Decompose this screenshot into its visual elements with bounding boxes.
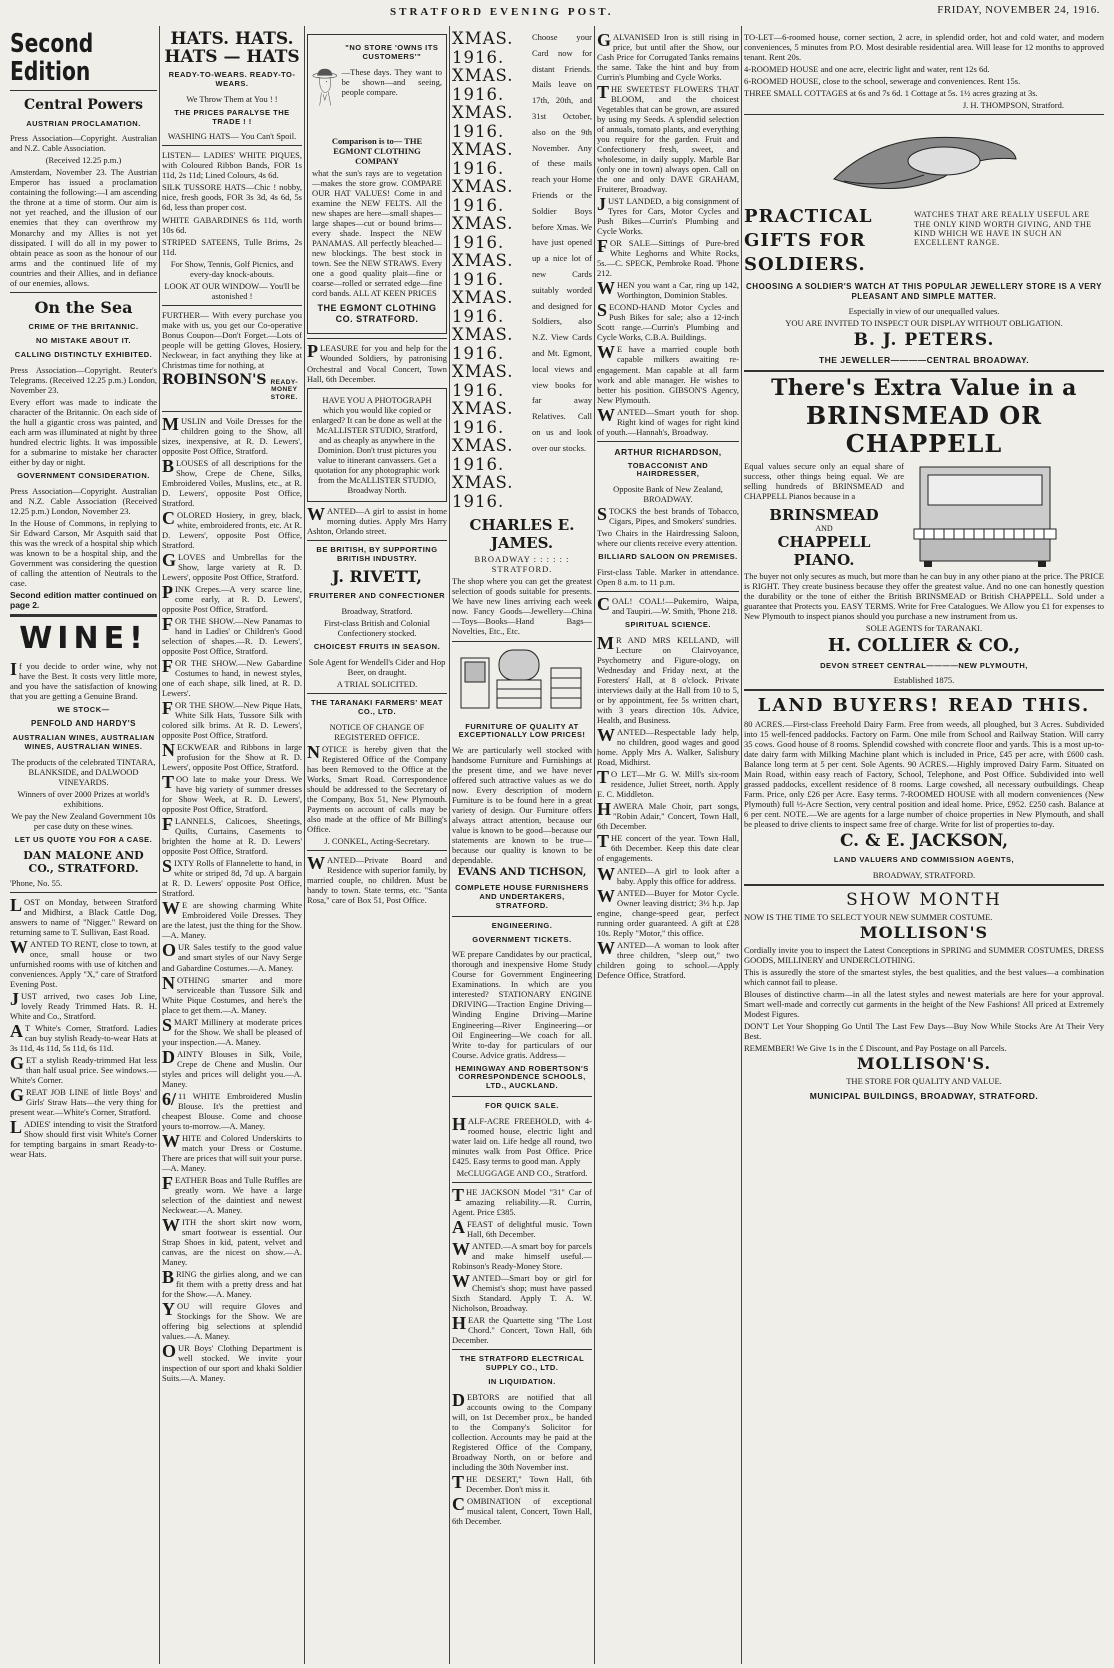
half-acre-ad: HALF-ACRE FREEHOLD, with 4-roomed house, electric light and water laid on. Life hedge all round, two minutes walk from Post Office. Price £425. Easy terms to good man. Apply bbox=[452, 1113, 592, 1166]
car-ad: WHEN you want a Car, ring up 142, Worthington, Dominion Stables. bbox=[597, 278, 739, 301]
wanted-chemist-ad: WANTED—Smart boy or girl for Chemist's shop; must have passed Sixth Standard. Apply T. A. W. Nicholson, Broadway. bbox=[452, 1271, 592, 1314]
classified-ad: FOR THE SHOW.—New Panamas to hand in Ladies' or Children's Good selection of shapes.—R. D. Lewers', opposite Post Office, Stratford. bbox=[162, 613, 302, 657]
piano-illustration bbox=[910, 459, 1060, 569]
issue-date: FRIDAY, NOVEMBER 24, 1916. bbox=[937, 4, 1100, 16]
classified-ad: WE are showing charming White Embroidered Voile Dresses. They are the latest, just the thing for the Show.—A. Maney. bbox=[162, 898, 302, 941]
invited: YOU ARE INVITED TO INSPECT OUR DISPLAY WITHOUT OBLIGATION. bbox=[785, 318, 1063, 328]
notice-change: NOTICE OF CHANGE OF REGISTERED OFFICE. bbox=[329, 721, 425, 742]
xmas-line: XMAS. 1916. bbox=[452, 177, 514, 215]
dan-malone: DAN MALONE AND CO., STRATFORD. bbox=[23, 848, 144, 875]
billiard-saloon: BILLIARD SALOON ON PREMISES. bbox=[598, 552, 738, 562]
classified-ad: BLOUSES of all descriptions for the Show, Crepe de Chene, Silks, Embroidered Voiles, Muslins, etc., at R. D. Lewers', opposite Post Office, Stratford. bbox=[162, 455, 302, 508]
xmas-list bbox=[452, 30, 528, 511]
ce-jackson: C. & E. JACKSON, bbox=[839, 830, 1009, 851]
married-couple-ad: WE have a married couple both capable milkers awaiting re-engagement. Man capable at all farm work and able manager. He wishes to better his position. GIBSON'S Agency, New Plymouth. bbox=[597, 342, 739, 405]
column-1 bbox=[10, 30, 157, 1664]
concert-ad: THE concert of the year. Town Hall, 6th December. Keep this date clear of engagements. bbox=[597, 831, 739, 864]
remember: REMEMBER! We Give 1s in the £ Discount, and Pay Postage on all Parcels. bbox=[744, 1042, 1007, 1053]
james-address: BROADWAY : : : : : : STRATFORD. bbox=[474, 554, 570, 575]
liquidation: IN LIQUIDATION. bbox=[488, 1376, 556, 1386]
wanted-boy-ad: WANTED.—A smart boy for parcels and make himself useful.—Robinson's Ready-Money Store. bbox=[452, 1239, 592, 1272]
classified-list bbox=[162, 413, 302, 1384]
column-3 bbox=[307, 30, 447, 1664]
especially: Especially in view of our unequalled values. bbox=[848, 305, 1000, 316]
thompson: J. H. THOMPSON, Stratford. bbox=[962, 100, 1064, 111]
classified-ad: OUR Sales testify to the good value and smart styles of our Navy Serge and Gabardine Costumes.—A. Maney. bbox=[162, 940, 302, 973]
cottages: THREE SMALL COTTAGES at 6s and 7s 6d. 1 Cottage at 5s. 1½ acres grazing at 3s. bbox=[744, 88, 1038, 99]
washing-hats: WASHING HATS— You Can't Spoil. bbox=[167, 131, 297, 142]
electrical-supply: THE STRATFORD ELECTRICAL SUPPLY CO., LTD. bbox=[459, 1354, 585, 1373]
job-line-ad: JUST arrived, two cases Job Line, lovely Ready Trimmed Hats. R. H. White and Co., Stratford. bbox=[10, 988, 157, 1021]
throw-them: We Throw Them at You ! ! bbox=[186, 93, 278, 104]
for-show: For Show, Tennis, Golf Picnics, and every-day knock-abouts. bbox=[170, 258, 294, 279]
cordially: Cordially invite you to inspect the Latest Conceptions in SPRING and SUMMER COSTUMES, DRESS GOODS, MILLINERY and UNDERCLOTHING. bbox=[744, 944, 1104, 965]
classified-ad: OUR Boys' Clothing Department is well stocked. We invite your inspection of our sport and khaki Soldier Suits.—A. Maney. bbox=[162, 1341, 302, 1384]
wine-text: If you decide to order wine, why not have the Best. It costs very little more, and you have the satisfaction of knowing that you are getting a Genuine Brand. bbox=[10, 658, 157, 701]
smart-youth-ad: WANTED—Smart youth for shop. Right kind of wages for right kind of youth.—Hannah's, Broadway. bbox=[597, 404, 739, 437]
gabardines: WHITE GABARDINES 6s 11d, worth 10s 6d. bbox=[162, 214, 302, 235]
six-roomed: 6-ROOMED HOUSE, close to the school, sewerage and conveniences. Rent 15s. bbox=[744, 76, 1021, 87]
classified-ad: COLORED Hosiery, in grey, black, white, embroidered fronts, etc. At R. D. Lewers', opposite Post Office, Stratford. bbox=[162, 507, 302, 550]
great-job-line-ad: GREAT JOB LINE of little Boys' and Girls' Straw Hats—the very thing for present wear.—White's Corner, Stratford. bbox=[10, 1084, 157, 1117]
to-let-house: TO-LET—6-roomed house, corner section, 2 acre, in splendid order, hot and cold water, and modern conveniences, 5 minutes from P.O. Most desirable residential area. Will lease for 12 months to approved tenant. Rent 20s. bbox=[744, 32, 1104, 63]
kelland-ad: MR AND MRS KELLAND, will Lecture on Clairvoyance, Psychometry and Figure-ology, on Wednesday and Friday next, at the Foresters' Hall, at 8 o'clock. Private interviews daily at the Hall from 10 to 5, or by appointment, fee 5s written chart, with 3 years direction 10s. Advice, Health, and Business. bbox=[597, 633, 739, 726]
austrian-story: Amsterdam, November 23. The Austrian Emperor has issued a proclamation containing the following:—I am ascending the throne at a time of storm. Our aim is not yet reached, and the illusion of our enemies that they can overthrow my Monarchy and my Allies is not yet dissipated. I will do all in my power to obtain peace as soon as the honour of our arms and the continued life of my countries and their Allies, and in defiance of our enemies, allows. bbox=[10, 167, 157, 288]
devon-street: DEVON STREET CENTRAL————NEW PLYMOUTH, bbox=[820, 660, 1028, 670]
white-piques: LISTEN— LADIES' WHITE PIQUES, with Coloured Ribbon Bands, FOR 1s 11d, 2s 11d; Lined Colours, 4s 6d. bbox=[162, 150, 302, 181]
flowers-ad: THE SWEETEST FLOWERS THAT BLOOM, and the choicest Vegetables that can be grown, are assured by using my Seeds. A splendid selection of annuals, tomato plants, and everything you require for the garden. Fruit and Confectionery fresh, sweet, and wholesome, in daily supply. Marble Bar (only one in town) always open. Call on the one and only DAVE GRAHAM, Fruiterer, Broadway. bbox=[597, 82, 739, 195]
summer-costume: NOW IS THE TIME TO SELECT YOUR NEW SUMMER COSTUME. bbox=[744, 911, 993, 922]
xmas-line: XMAS. 1916. bbox=[452, 473, 514, 511]
xmas-line: XMAS. 1916. bbox=[452, 140, 514, 178]
xmas-text: Choose your Card now for distant Friends. Mails leave on 17th, 20th, and 31st October, also on the 9th November. Any of these mails reach your Home Friends or the Soldier Boys before Xmas. We have just opened up a nice lot of new Cards suitably worded and designed for Soldiers, also N.Z. View Cards and Mt. Egmont, local views and view books for far away Relatives. Call on us and look over our stocks. bbox=[532, 32, 592, 453]
classified-ad: WHITE and Colored Underskirts to match your Dress or Costume. There are prices that will suit your purse.—A. Maney. bbox=[162, 1130, 302, 1173]
second-edition-heading: Second Edition bbox=[10, 30, 94, 87]
silk-tussore: SILK TUSSORE HATS—Chic ! nobby, nice, fresh goods, FOR 3s 3d, 4s 6d, 5s 6d, less than proper cost. bbox=[162, 182, 302, 213]
photograph-ad bbox=[307, 388, 447, 502]
motor-cycles-ad: SECOND-HAND Motor Cycles and Push Bikes for sale; also a 12-inch Scott range.—Currin's Plumbing and Cycle Works, C.B.A. Buildings. bbox=[597, 300, 739, 343]
furniture-text: We are particularly well stocked with handsome Furniture and Furnishings at the present time, and we have never offered such attractive values as we do now. Every description of modern Furniture is to be found here in a great variety of design. Our Furniture offers always attract attention, because our value is known to be good—because our statements are known to be true—because our quality is known to be dependable. bbox=[452, 745, 592, 866]
xmas-line: XMAS. 1916. bbox=[452, 436, 514, 474]
jackson-car-ad: THE JACKSON Model "31" Car of amazing reliability.—R. Currin, Agent. Price £385. bbox=[452, 1185, 592, 1218]
brinsmead-name: BRINSMEAD bbox=[769, 505, 879, 524]
pleasure-ad: PLEASURE for you and help for the Wounded Soldiers, by patronising Orchestral and Vocal Concert, Town Hall, 6th December. bbox=[307, 341, 447, 384]
calling-subhead: CALLING DISTINCTLY EXHIBITED. bbox=[14, 350, 153, 360]
spiritual-science: SPIRITUAL SCIENCE. bbox=[625, 620, 711, 630]
mccluggage: McCLUGGAGE AND CO., Stratford. bbox=[456, 1168, 588, 1179]
masthead bbox=[0, 0, 1114, 24]
australian-wines: AUSTRALIAN WINES, AUSTRALIAN WINES, AUSTRALIAN WINES. bbox=[12, 732, 155, 751]
rivett-address: Broadway, Stratford. bbox=[341, 606, 413, 617]
govt-tickets: GOVERNMENT TICKETS. bbox=[472, 934, 572, 944]
evans-tichson: EVANS AND TICHSON, bbox=[457, 867, 587, 879]
look-window: LOOK AT OUR WINDOW— You'll be astonished ! bbox=[164, 280, 300, 301]
rivett: J. RIVETT, bbox=[332, 567, 422, 587]
wine-heading: WINE! bbox=[19, 621, 148, 657]
continued-note: Second edition matter continued on page 2. bbox=[10, 590, 157, 611]
municipal-buildings: MUNICIPAL BUILDINGS, BROADWAY, STRATFORD. bbox=[809, 1090, 1039, 1101]
xmas-line: XMAS. 1916. bbox=[452, 66, 514, 104]
classified-ad: NOTHING smarter and more serviceable than Tussore Silk and White Pique Costumes, and here's the place to get them.—A. Maney. bbox=[162, 972, 302, 1015]
tobacconist: TOBACCONIST AND HAIRDRESSER, bbox=[627, 460, 709, 479]
photo-text: HAVE YOU A PHOTOGRAPH which you would like copied or enlarged? It can be done as well at the McALLISTER STUDIO, Stratford, and as cheaply as anywhere in the Dominion. Don't trust pictures you value to itinerant canvassers. Get a quotation for any photographic work from the McALLISTER STUDIO, Broadway North. bbox=[312, 394, 442, 495]
britannic-subhead: CRIME OF THE BRITANNIC. bbox=[28, 322, 139, 332]
classified-ad: FOR THE SHOW.—New Pique Hats, White Silk Hats, Tussore Silk with colored silk brims. At R. D. Lewers', opposite Post Office, Stratford. bbox=[162, 698, 302, 741]
mollisons-footer: MOLLISON'S. bbox=[856, 1053, 992, 1073]
bj-peters: B. J. PETERS. bbox=[853, 330, 995, 351]
choicest-fruits: CHOICEST FRUITS IN SEASON. bbox=[313, 642, 441, 652]
classified-ad: FOR THE SHOW.—New Gabardine Costumes to hand, in newest styles, one of each shape, silk lined, at R. D. Lewers'. bbox=[162, 656, 302, 699]
fruiterer: FRUITERER AND CONFECTIONER bbox=[308, 591, 446, 601]
tyres-ad: JUST LANDED, a big consignment of Tyres for Cars, Motor Cycles and Push Bikes—Currin's Plumbing and Cycle Works. bbox=[597, 194, 739, 237]
xmas-line: XMAS. 1916. bbox=[452, 325, 514, 363]
prices-paralyse: THE PRICES PARALYSE THE TRADE ! ! bbox=[174, 107, 290, 126]
motor-cycle-buyer-ad: WANTED—Buyer for Motor Cycle. Owner leaving district; 3½ h.p. Jap engine, change-speed gear, perfect running order guaranteed. A gift at £28 10s. Reply "Motor," this office. bbox=[597, 885, 739, 938]
these-days: —These days. They want to be shown—and seeing, people compare. bbox=[341, 66, 442, 97]
land-text: 80 ACRES.—First-class Freehold Dairy Farm. Free from weeds, all ploughed, but 3 Acres. Subdivided into 15 well-fenced paddocks. Factory on Farm. One mile from School and Railway Station. Will carry 35 cows. Good house of 8 rooms. Splendid cowshed with concrete floor and yards. This is a most up-to-date dairy farm with Milking Machine plant which is included in Price, £45 per acre, with £600 cash. Balance long term at 5 per cent. Sole Agents. 90 ACRES.—Highly improved Dairy Farm. Situated on Main Road, within easy reach of Factory, School, Telephone, and Post Office. Subdivided into well grassed paddocks, excellent residence of 8 rooms. Large cowshed, all necessary outbuildings. Cheap Farm. Price, only £26 per Acre. Easy terms. 7-ROOMED HOUSE with all modern conveniences (New Plymouth) full ½-Acre Section, very central position and ideal home. Price, £952. £250 cash. Balance at 6 per cent. NOTE.—We are agents for a large number of choice properties in New Plymouth, and shall be pleased to drive clients to inspect same free of charge. Write for list of properties to-day. bbox=[744, 718, 1104, 829]
column-5 bbox=[597, 30, 739, 1664]
choosing-watch: CHOOSING A SOLDIER'S WATCH AT THIS POPULAR JEWELLERY STORE IS A VERY PLEASANT AND SIMPLE MATTER. bbox=[746, 282, 1102, 301]
classified-ad: FLANNELS, Calicoes, Sheetings, Quilts, Curtains, Casements to brighten the home at R. D. Lewers' opposite Post Office, Stratford. bbox=[162, 814, 302, 857]
classified-ad: NECKWEAR and Ribbons in large profusion for the Show at R. D. Lewers', opposite Post Office, Stratford. bbox=[162, 740, 302, 773]
furniture-illustration bbox=[457, 646, 587, 718]
piano-word: PIANO. bbox=[793, 550, 855, 569]
hawera-choir-ad: HAWERA Male Choir, part songs, "Robin Adair," Concert, Town Hall, 6th December. bbox=[597, 799, 739, 832]
cider: Sole Agent for Wendell's Cider and Hop Beer, on draught. bbox=[308, 657, 446, 678]
show-month: SHOW MONTH bbox=[846, 889, 1002, 910]
column-4 bbox=[452, 30, 592, 1664]
further-bonus: FURTHER— With every purchase you make with us, you get our Co-operative Bonus Coupon—Don't Forget.—Lots of people will be getting Gloves, Hosiery, Neckwear, in fact anything they like at Christmas time for nothing, at bbox=[162, 309, 302, 370]
xmas-line: XMAS. 1916. bbox=[452, 362, 514, 400]
assuredly: This is assuredly the store of the smartest styles, the best qualities, and the best values—a combination which cannot fail to please. bbox=[744, 966, 1104, 987]
chappell-name: CHAPPELL bbox=[777, 532, 871, 551]
wanted-lady-help-ad: WANTED—Respectable lady help, no children, good wages and good home. Apply Mrs A. Walker, Salisbury Road, Midhirst. bbox=[597, 725, 739, 768]
pocket-watch-illustration bbox=[824, 119, 1024, 201]
central-powers-heading: Central Powers bbox=[23, 97, 144, 113]
classified-ad: DAINTY Blouses in Silk, Voile, Crepe de Chene and Muslin. Our styles and prices will delight you.—A. Maney. bbox=[162, 1046, 302, 1089]
mollisons-heading: MOLLISON'S bbox=[859, 922, 989, 942]
get-hat-ad: GET a stylish Ready-trimmed Hat less than half usual price. See windows.—White's Corner. bbox=[10, 1052, 157, 1085]
on-the-sea-heading: On the Sea bbox=[34, 297, 133, 317]
charles-james: CHARLES E. JAMES. bbox=[469, 516, 575, 552]
classified-ad: TOO late to make your Dress. We have big variety of summer dresses for Show Week, at R. D. Lewers', opposite Post Office, Stratford. bbox=[162, 772, 302, 815]
arthur-richardson: ARTHUR RICHARDSON, bbox=[614, 446, 722, 457]
engineering-text: WE prepare Candidates by our practical, thorough and inexpensive Home Study Course for Government Engineering Examinations. In which are you interested? STATIONARY ENGINE DRIVING—Traction Engine Driving—Winding Engine Driving—Marine Engineering—River Engineering—or Oil Engineering—We coach for all. Write to-day for particulars of our Course. Advice gratis. Address— bbox=[452, 949, 592, 1060]
reuters-credit: Press Association—Copyright. Reuter's Telegrams. (Received 12.25 p.m.) London, November 23. bbox=[10, 365, 157, 396]
commons-story: In the House of Commons, in replying to Sir Edward Carson, Mr Asquith said that this was the wreck of a hospital ship which was known to be a hospital ship, and the Government was considering the question of calling the attention of Neutrals to the case. bbox=[10, 518, 157, 589]
equal-values: Equal values secure only an equal share of success, other things being equal. We are selling hundreds of BRINSMEAD and CHAPPELL Pianos because in a bbox=[744, 460, 904, 501]
wanted-woman-ad: WANTED—A woman to look after three children, "sleep out," two children going to school.—Apply Defence Office, Stratford. bbox=[597, 937, 739, 980]
xmas-line: XMAS. 1916. bbox=[452, 251, 514, 289]
commons-credit: Press Association—Copyright. Australian and N.Z. Cable Association (Received 12.25 p.m.) London, November 23. bbox=[10, 486, 157, 517]
classified-ad: GLOVES and Umbrellas for the Show, large variety at R. D. Lewers', opposite Post Office, Stratford. bbox=[162, 549, 302, 582]
piano-buyer: The buyer not only secures as much, but more than he can buy in any other piano at the price. The PRICE is RIGHT. They create business because they offer the greatest value. And no one can honestly question the durability or the tone of either the British BRINSMEAD or British CHAPPELL. Sold under a guarantee that Protects you. EASY TERMS. Write for Free Catalogues. We Allow you £1 for expenses to New Plymouth to inspect pianos should you purchase a new instrument from us. bbox=[744, 571, 1104, 622]
brinsmead-chappell: BRINSMEAD OR CHAPPELL bbox=[805, 401, 1043, 459]
press-credit: Press Association—Copyright. Australian and N.Z. Cable Association. bbox=[10, 133, 157, 154]
house-furnishers: COMPLETE HOUSE FURNISHERS AND UNDERTAKERS, STRATFORD. bbox=[455, 883, 589, 910]
xmas-line: XMAS. 1916. bbox=[452, 103, 514, 141]
sole-agents: SOLE AGENTS for TARANAKI. bbox=[865, 623, 983, 634]
penfold-hardys: PENFOLD AND HARDY'S bbox=[31, 719, 136, 729]
store-quality: THE STORE FOR QUALITY AND VALUE. bbox=[846, 1075, 1002, 1086]
debtors-notice: DEBTORS are notified that all accounts owing to the Company will, on 1st December prox., be handed to the Company's Solicitor for collection. Accounts may be paid at the Registered Office of the Company, Broadway North, on or before and including the 30th November inst. bbox=[452, 1389, 592, 1472]
trial: A TRIAL SOLICITED. bbox=[336, 679, 418, 690]
stocks-tobacco: STOCKS the best brands of Tobacco, Cigars, Pipes, and Smokers' sundries. bbox=[597, 504, 739, 527]
hemingway: HEMINGWAY AND ROBERTSON'S CORRESPONDENCE SCHOOLS, LTD., AUCKLAND. bbox=[455, 1063, 589, 1091]
classified-ad: PINK Crepes.—A very scarce line, come early, at R. D. Lewers', opposite Post Office, Stratford. bbox=[162, 581, 302, 614]
comparison: Comparison is to— THE EGMONT CLOTHING COMPANY bbox=[331, 136, 423, 167]
xmas-line: XMAS. 1916. bbox=[452, 288, 514, 326]
egmont-name: THE EGMONT CLOTHING CO. STRATFORD. bbox=[317, 303, 437, 324]
blouses: Blouses of distinctive charm—in all the latest styles and newest materials are here for your approval. Smart well-made and correctly cut garments in the height of the New Fashions! All priced at Extremely Modest Figures. bbox=[744, 988, 1104, 1019]
be-british: BE BRITISH, BY SUPPORTING BRITISH INDUSTRY. bbox=[316, 544, 438, 563]
no-store-quote: "NO STORE 'OWNS ITS CUSTOMERS'" bbox=[345, 43, 439, 61]
striped-sateens: STRIPED SATEENS, Tulle Brims, 2s 11d. bbox=[162, 236, 302, 257]
and-word: AND bbox=[815, 524, 833, 534]
egmont-ad bbox=[307, 34, 447, 334]
we-stock: WE STOCK— bbox=[57, 704, 110, 714]
confectionery: First-class British and Colonial Confectionery stocked. bbox=[323, 618, 430, 639]
jeweller: THE JEWELLER————CENTRAL BROADWAY. bbox=[818, 355, 1030, 366]
quote: LET US QUOTE YOU FOR A CASE. bbox=[14, 834, 153, 844]
jackson-address: BROADWAY, STRATFORD. bbox=[872, 869, 976, 880]
ready-to-wears: READY-TO-WEARS. READY-TO-WEARS. bbox=[168, 70, 296, 88]
newspaper-title: STRATFORD EVENING POST. bbox=[390, 6, 614, 18]
ready-money-store: READY-MONEY STORE. bbox=[270, 378, 299, 402]
classified-ad: WITH the short skirt now worn, smart footwear is essential. Our Strap Shoes in kid, patent, velvet and canvas, are the nicest on show.—A. Maney. bbox=[162, 1214, 302, 1267]
column-6 bbox=[744, 30, 1104, 1664]
classified-ad: SIXTY Rolls of Flannelette to hand, in white or striped 8d, 7d up. A bargain at R. D. Lewers' opposite Post Office, Stratford. bbox=[162, 856, 302, 899]
classified-ad: FEATHER Boas and Tulle Ruffles are greatly worn. We have a large selection of the daintiest and newest Neckwear.—A. Maney. bbox=[162, 1172, 302, 1215]
austrian-subhead: AUSTRIAN PROCLAMATION. bbox=[26, 118, 141, 128]
hear-quartette-ad: HEAR the Quartette sing "The Lost Chord." Concert, Town Hall, 6th December. bbox=[452, 1313, 592, 1346]
combination-ad: COMBINATION of exceptional musical talent, Concert, Town Hall, 6th December. bbox=[452, 1493, 592, 1526]
four-roomed: 4-ROOMED HOUSE and one acre, electric light and water, rent 12s 6d. bbox=[744, 64, 990, 75]
xmas-line: XMAS. 1916. bbox=[452, 30, 514, 67]
xmas-line: XMAS. 1916. bbox=[452, 399, 514, 437]
to-let-ad: TO LET—Mr G. W. Mill's six-room residence, Juliet Street, north. Apply E. C. Middleton. bbox=[597, 767, 739, 800]
wanted-girl-ad: WANTED—A girl to assist in home morning duties. Apply Mrs Harry Ashton, Orlando street. bbox=[307, 503, 447, 536]
furniture-heading: FURNITURE OF QUALITY AT EXCEPTIONALLY LOW PRICES! bbox=[458, 721, 586, 740]
extra-value: There's Extra Value in a bbox=[771, 375, 1077, 402]
wanted-to-rent-ad: WANTED TO RENT, close to town, at once, small house or two unfurnished rooms with use of kitchen and conveniences. Apply "X," care of Stratford Evening Post. bbox=[10, 936, 157, 989]
h-collier: H. COLLIER & CO., bbox=[827, 635, 1021, 657]
land-buyers: LAND BUYERS! READ THIS. bbox=[757, 695, 1091, 717]
leghorns-ad: FOR SALE—Sittings of Pure-bred White Leghorns and White Rocks, 5s.—C. SPECK, Pembroke Road. 'Phone 212. bbox=[597, 236, 739, 279]
practical-gifts: PRACTICAL GIFTS FOR SOLDIERS. bbox=[744, 206, 873, 276]
classified-ad: BRING the girlies along, and we can fit them with a pretty dress and hat for the Show.—A. Maney. bbox=[162, 1266, 302, 1299]
britannic-story: Every effort was made to indicate the character of the Britannic. On each side of the hull a gigantic cross was painted, and each arm was illuminated at night by three hundred electric lights. It was impossible for a submarine to mistake her character either by day or night. bbox=[10, 397, 157, 468]
ladies-ad: LADIES' intending to visit the Stratford Show should first visit White's Corner for tempting bargains in smart Ready-to-wear Hats. bbox=[10, 1116, 157, 1159]
classified-ad: YOU will require Gloves and Stockings for the Show. We are offering big selections at splendid values.—A. Maney. bbox=[162, 1299, 302, 1342]
prizes: Winners of over 2000 Prizes at world's exhibitions. bbox=[17, 788, 150, 809]
egmont-body: what the sun's rays are to vegetation—makes the store grow. COMPARE OUR HAT VALUES! Come in and examine the NEW FELTS. All the new shapes are here—small shapes—large shapes—cut or bound brims—every shade. Inspect the NEW PANAMAS. All perfectly bleached—new blockings. The best stock in town. See the NEW STRAWS. Every one a good quality plait—fine or coarse—rolled or serrated edge—fine cord bands. ALL AT KEEN PRICES bbox=[312, 168, 442, 299]
lost-dog-ad: LOST on Monday, between Stratford and Midhirst, a Black Cattle Dog, answers to name of "Nigger." Reward on returning same to T. Sullivan, East Road. bbox=[10, 894, 157, 937]
quick-sale: FOR QUICK SALE. bbox=[485, 1101, 559, 1111]
galvanised-ad: GALVANISED Iron is still rising in price, but until after the Show, our Cash Price for Corrugated Tanks remains the same. Take the hint and buy from Currin's Plumbing and Cycle Works. bbox=[597, 30, 739, 83]
duty: We pay the New Zealand Government 10s per case duty on these wines. bbox=[11, 810, 156, 831]
classified-ad: 6/11 WHITE Embroidered Muslin Blouse. It's the prettiest and cheapest Blouse. Come and choose yours to-morrow.—A. Maney. bbox=[162, 1088, 302, 1131]
malone-phone: 'Phone, No. 55. bbox=[10, 877, 63, 888]
feast-ad: AFEAST of delightful music. Town Hall, 6th December. bbox=[452, 1217, 592, 1240]
man-in-hat-illustration bbox=[312, 39, 338, 134]
xmas-line: XMAS. 1916. bbox=[452, 214, 514, 252]
mistake-subhead: NO MISTAKE ABOUT IT. bbox=[36, 336, 131, 346]
column-2 bbox=[162, 30, 302, 1664]
received-time: (Received 12.25 p.m.) bbox=[45, 155, 122, 166]
engineering: ENGINEERING. bbox=[491, 920, 553, 930]
government-subhead: GOVERNMENT CONSIDERATION. bbox=[17, 471, 150, 481]
two-chairs: Two Chairs in the Hairdressing Saloon, where our clients receive every attention. bbox=[597, 528, 739, 549]
billiard-text: First-class Table. Marker in attendance. Open 8 a.m. to 11 p.m. bbox=[597, 567, 739, 588]
conkel: J. CONKEL, Acting-Secretary. bbox=[324, 835, 430, 846]
robinsons: ROBINSON'S bbox=[162, 371, 267, 388]
dont-shopping: DON'T Let Your Shopping Go Until The Last Few Days—Buy Now While Stocks Are At Their Very Best. bbox=[744, 1020, 1104, 1041]
watches-text: WATCHES THAT ARE REALLY USEFUL ARE THE ONLY KIND WORTH GIVING, AND THE KIND WHICH WE HAVE IN SUCH AN EXCELLENT RANGE. bbox=[914, 210, 1092, 248]
vineyards: The products of the celebrated TINTARA, BLANKSIDE, and DALWOOD VINEYARDS. bbox=[11, 756, 156, 787]
established: Established 1875. bbox=[893, 675, 955, 686]
land-valuers: LAND VALUERS AND COMMISSION AGENTS, bbox=[833, 854, 1015, 864]
classified-ad: MUSLIN and Voile Dresses for the children going to the Show, all sizes, inexpensive, at R. D. Lewers', opposite Post Office, Stratford. bbox=[162, 413, 302, 456]
whites-corner-ad: AT White's Corner, Stratford. Ladies can buy stylish Ready-to-wear Hats at 3s 11d, 4s 11d, 5s 11d, 6s 11d. bbox=[10, 1020, 157, 1053]
coal-ad: COAL! COAL!—Pukemiro, Waipa, and Taupiri.—W. Smith, 'Phone 218. bbox=[597, 594, 739, 617]
wanted-private-ad: WANTED—Private Board and Residence with superior family, by married couple, no children. Must be handy to town. State terms, etc. "Santa Rosa," care of Box 51, Post Office. bbox=[307, 852, 447, 906]
richardson-address: Opposite Bank of New Zealand, BROADWAY. bbox=[613, 484, 723, 505]
desert-ad: THE DESERT," Town Hall, 6th December. Don't miss it. bbox=[452, 1471, 592, 1494]
notice-text: NOTICE is hereby given that the Registered Office of the Company has been Removed to the Office at the Works, Smart Road. Correspondence should be addressed to the Secretary of the Company, Box 51, New Plymouth. Payments on account of calls may be also made at the office of Mr Billing's Office. bbox=[307, 741, 447, 834]
farmers-meat: THE TARANAKI FARMERS' MEAT CO., LTD. bbox=[310, 698, 443, 716]
wanted-baby-ad: WANTED—A girl to look after a baby. Apply this office for address. bbox=[597, 863, 739, 886]
classified-ad: SMART Millinery at moderate prices for the Show. We shall be pleased of your inspection.—A. Maney. bbox=[162, 1014, 302, 1047]
james-text: The shop where you can get the greatest selection of goods suitable for presents. We have new lines arriving each week now. Fancy Goods—Jewellery—China—Toys—Books—Hand Bags—Novelties, Etc., Etc. bbox=[452, 576, 592, 637]
hats-heading: HATS. HATS. HATS — HATS bbox=[164, 30, 300, 67]
